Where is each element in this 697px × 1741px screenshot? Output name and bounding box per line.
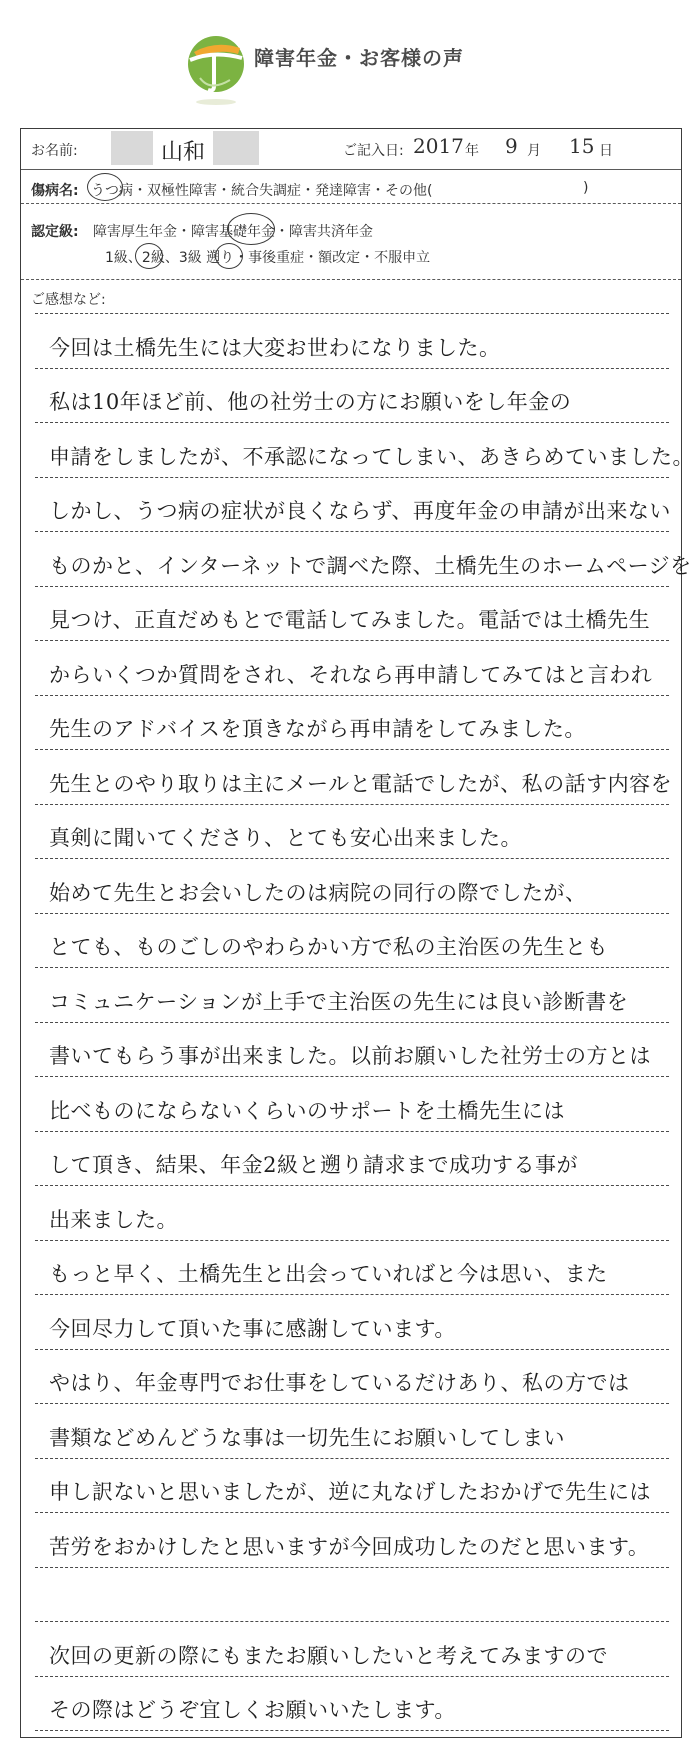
handwritten-line: 先生とのやり取りは主にメールと電話でしたが、私の話す内容を [49,771,673,796]
handwritten-line: 今回尽力して頂いた事に感謝しています。 [49,1316,456,1341]
handwritten-line: 今回は土橋先生には大変お世わになりました。 [49,335,501,360]
ruled-line [35,1349,669,1350]
page-header [0,0,697,120]
disease-label: 傷病名: [31,183,79,199]
name-label: お名前: [31,143,78,159]
handwritten-line: その際はどうぞ宜しくお願いいたします。 [49,1698,456,1722]
handwritten-line: 出来ました。 [49,1207,178,1232]
handwritten-line: 申請をしましたが、不承認になってしまい、あきらめていました。 [49,444,694,469]
divider [21,203,681,204]
divider [21,169,681,170]
ruled-line [35,586,669,587]
ruled-line [35,913,669,914]
handwritten-line: 私は10年ほど前、他の社労士の方にお願いをし年金の [49,390,572,414]
handwritten-line: やはり、年金専門でお仕事をしているだけあり、私の方では [49,1371,630,1395]
ruled-line [35,531,669,532]
selection-circle [87,173,123,201]
ruled-line [35,1512,669,1513]
handwritten-line: 書類などめんどうな事は一切先生にお願いしてしまい [49,1425,565,1450]
ruled-line [35,1567,669,1568]
handwritten-line: しかし、うつ病の症状が良くならず、再度年金の申請が出来ない [49,499,671,523]
ruled-line [35,1403,669,1404]
ruled-line [35,1185,669,1186]
ruled-line [35,1076,669,1077]
testimonial-form [20,128,694,1738]
company-logo-icon [184,30,248,106]
grade-label: 認定級: [31,224,79,240]
name-date-row [21,129,681,169]
handwritten-line: 先生のアドバイスを頂きながら再申請をしてみました。 [49,717,586,741]
date-day-unit: 日 [599,143,613,159]
handwritten-line: 次回の更新の際にもまたお願いしたいと考えてみますので [49,1643,608,1668]
ruled-line [35,1022,669,1023]
disease-options: うつ病・双極性障害・統合失調症・発達障害・その他( [91,183,433,199]
impression-label: ご感想など: [31,292,106,308]
page-title: 障害年金・お客様の声 [254,46,464,70]
disease-close-paren: ) [583,180,589,196]
date-month: 9 [505,134,518,158]
handwritten-line: 書いてもらう事が出来ました。以前お願いした社労士の方とは [49,1044,651,1068]
grade-row [21,205,681,275]
handwritten-line: して頂き、結果、年金2級と遡り請求まで成功する事が [49,1153,579,1177]
ruled-line [35,422,669,423]
handwritten-line: 始めて先生とお会いしたのは病院の同行の際でしたが、 [49,880,587,905]
ruled-line [35,1131,669,1132]
ruled-line [35,1294,669,1295]
redacted-block [213,131,259,165]
name-value: 山和 [161,140,206,165]
selection-circle [135,243,163,269]
handwritten-line: 比べものにならないくらいのサポートを土橋先生には [49,1098,565,1123]
ruled-line [35,477,669,478]
date-label: ご記入日: [343,143,404,159]
handwritten-line: もっと早く、土橋先生と出会っていればと今は思い、また [49,1262,608,1286]
date-year-unit: 年 [465,143,479,159]
ruled-line [35,313,669,314]
ruled-line [35,858,669,859]
handwritten-line: からいくつか質問をされ、それなら再申請してみてはと言われ [49,662,653,687]
handwritten-line: 真剣に聞いてくださり、とても安心出来ました。 [49,826,522,850]
selection-circle [227,213,275,245]
ruled-line [35,804,669,805]
date-day: 15 [569,134,595,158]
handwritten-line: とても、ものごしのやわらかい方で私の主治医の先生とも [49,935,608,959]
handwritten-line: 苦労をおかけしたと思いますが今回成功したのだと思います。 [49,1534,650,1559]
ruled-line [35,368,669,369]
ruled-line [35,1676,669,1677]
pension-types: 障害厚生年金・障害基礎年金・障害共済年金 [93,224,373,240]
ruled-line [35,1240,669,1241]
ruled-line [35,640,669,641]
selection-circle [215,243,243,269]
handwritten-line: 見つけ、正直だめもとで電話してみました。電話では土橋先生 [49,608,651,632]
ruled-line [35,1458,669,1459]
grade-options: 1級、2級、3級 遡り・事後重症・額改定・不服申立 [105,250,431,266]
handwritten-line: コミュニケーションが上手で主治医の先生には良い診断書を [49,989,629,1014]
handwritten-line: 申し訳ないと思いましたが、逆に丸なげしたおかげで先生には [49,1480,651,1504]
handwritten-line: ものかと、インターネットで調べた際、土橋先生のホームページを [49,553,692,578]
redacted-block [111,131,153,165]
ruled-line [35,1730,669,1731]
divider [21,279,681,280]
disease-row [21,171,681,203]
ruled-line [35,749,669,750]
date-month-unit: 月 [527,143,541,159]
date-year: 2017 [413,134,464,158]
ruled-line [35,967,669,968]
ruled-line [35,695,669,696]
ruled-line [35,1621,669,1622]
